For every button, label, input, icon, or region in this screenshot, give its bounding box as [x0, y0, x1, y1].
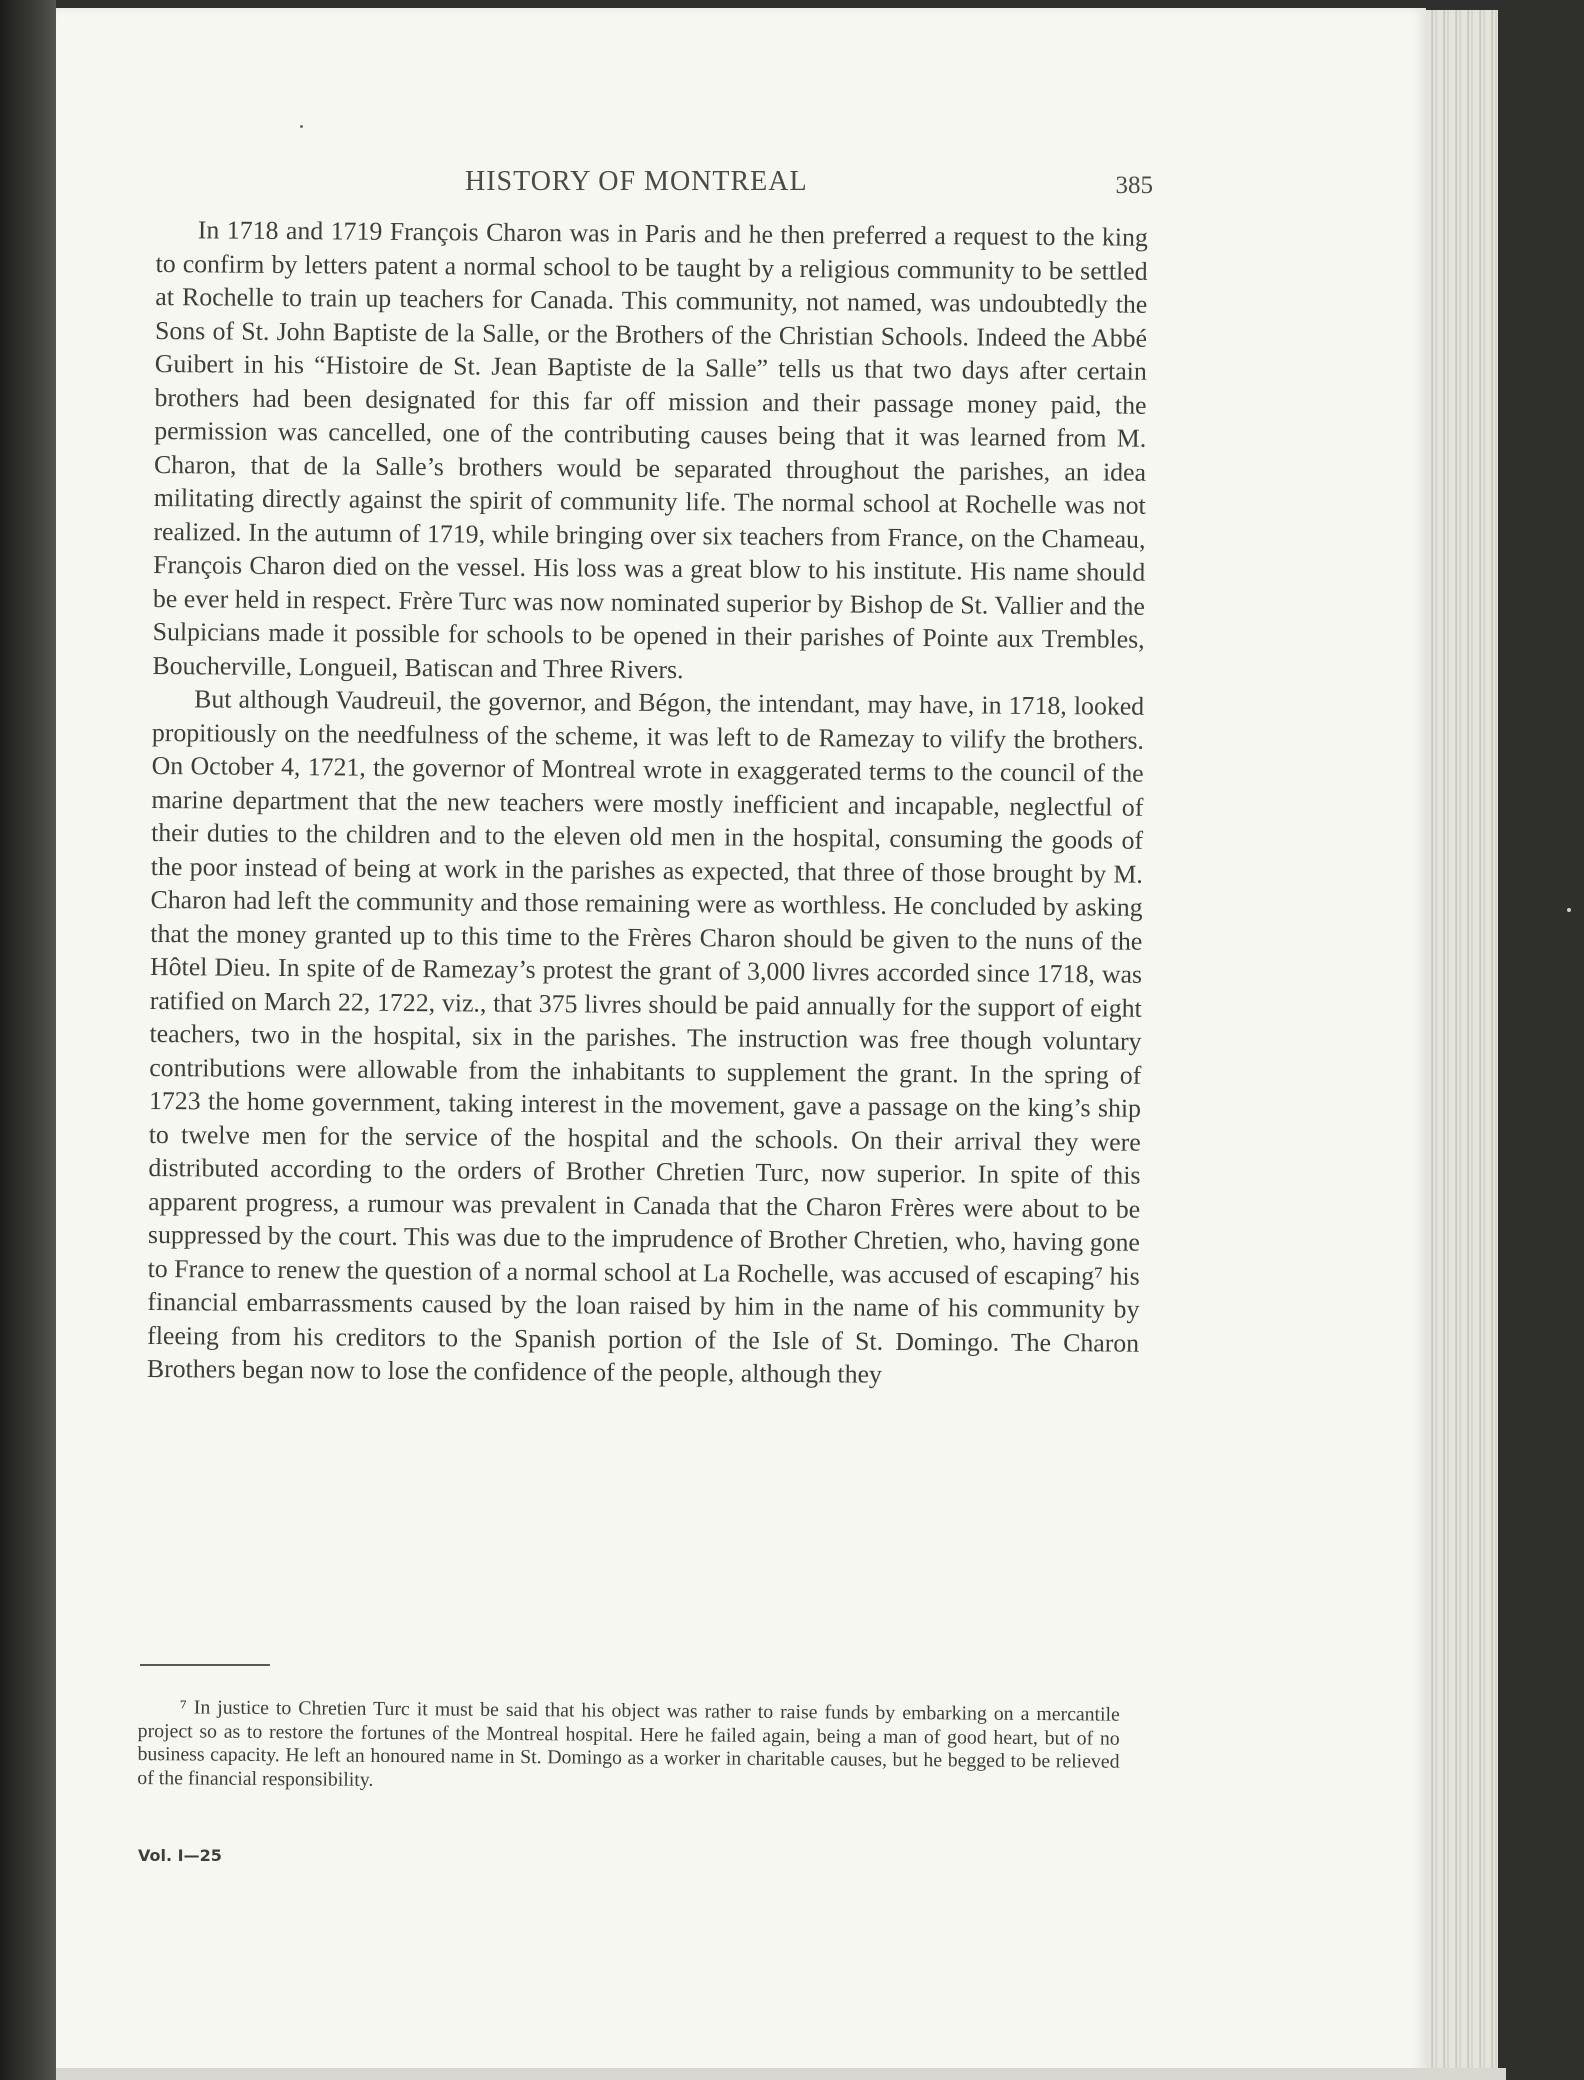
speck-mark — [300, 125, 303, 128]
page-number: 385 — [1115, 172, 1153, 199]
running-title: HISTORY OF MONTREAL — [465, 166, 808, 197]
page-header — [120, 166, 1160, 202]
body-text — [147, 213, 1148, 1393]
paragraph: But although Vaudreuil, the governor, and Bégon, the intendant, may have, in 1718, looked propitiously on the needfulness of the scheme, it was left to de Ramezay to vilify the brothers. On October 4, 1721, the governor of Montreal wrote in exaggerated terms to the council of the marine department that the new teachers were mostly inefficient and incapable, neglectful of their duties to the children and to the eleven old men in the hospital, consuming the goods of the poor instead of being at work in the parishes as expected, that three of those brought by M. Charon had left the community and those remaining were as worthless. He concluded by asking that the money granted up to this time to the Frères Charon should be given to the nuns of the Hôtel Dieu. In spite of de Ramezay’s protest the grant of 3,000 livres accorded since 1718, was ratified on March 22, 1722, viz., that 375 livres should be paid annually for the support of eight teachers, two in the hospital, six in the parishes. The instruction was free though voluntary contributions were allowable from the inhabitants to supplement the grant. In the spring of 1723 the home government, taking interest in the movement, gave a passage on the king’s ship to twelve men for the service of the hospital and the schools. On their arrival they were distributed according to the orders of Brother Chretien Turc, now superior. In spite of this apparent progress, a rumour was prevalent in Canada that the Charon Frères were about to be suppressed by the court. This was due to the imprudence of Brother Chretien, who, having gone to France to renew the question of a normal school at La Rochelle, was accused of escaping⁷ his financial embarrassments caused by the loan raised by him in the name of his community by fleeing from his creditors to the Spanish portion of the Isle of St. Domingo. The Charon Brothers began now to lose the confidence of the people, although they — [146, 684, 1145, 1389]
book-binding — [0, 0, 56, 2080]
footnote — [137, 1696, 1120, 1798]
signature-mark: Vol. I—25 — [138, 1846, 222, 1865]
footnote-rule — [140, 1664, 270, 1666]
speck-mark — [1567, 908, 1571, 912]
footnote-text: ⁷ In justice to Chretien Turc it must be said that his object was rather to raise funds by embarking on a mercantile project so as to restore the fortunes of the Montreal hospital. Here he failed again, being a man of good heart, but of no business capacity. He left an honoured name in St. Domingo as a worker in charitable causes, but he begged to be relieved of the financial responsibility. — [137, 1696, 1120, 1791]
page-edges — [1426, 10, 1498, 2078]
paragraph: In 1718 and 1719 François Charon was in Paris and he then preferred a request to the king to confirm by letters patent a normal school to be taught by a religious community to be settled at Rochelle to train up teachers for Canada. This community, not named, was undoubtedly the Sons of St. John Baptiste de la Salle, or the Brothers of the Christian Schools. Indeed the Abbé Guibert in his “Histoire de St. Jean Baptiste de la Salle” tells us that two days after certain brothers had been designated for this far off mission and their passage money paid, the permission was cancelled, one of the contributing causes being that it was learned from M. Charon, that de la Salle’s brothers would be separated throughout the parishes, an idea militating directly against the spirit of community life. The normal school at Rochelle was not realized. In the autumn of 1719, while bringing over six teachers from France, on the Chameau, François Charon died on the vessel. His loss was a great blow to his institute. His name should be ever held in respect. Frère Turc was now nominated superior by Bishop de St. Vallier and the Sulpicians made it possible for schools to be opened in their parishes of Pointe aux Trembles, Boucherville, Longueil, Batiscan and Three Rivers. — [152, 215, 1148, 684]
page-bottom-edge — [56, 2068, 1506, 2080]
